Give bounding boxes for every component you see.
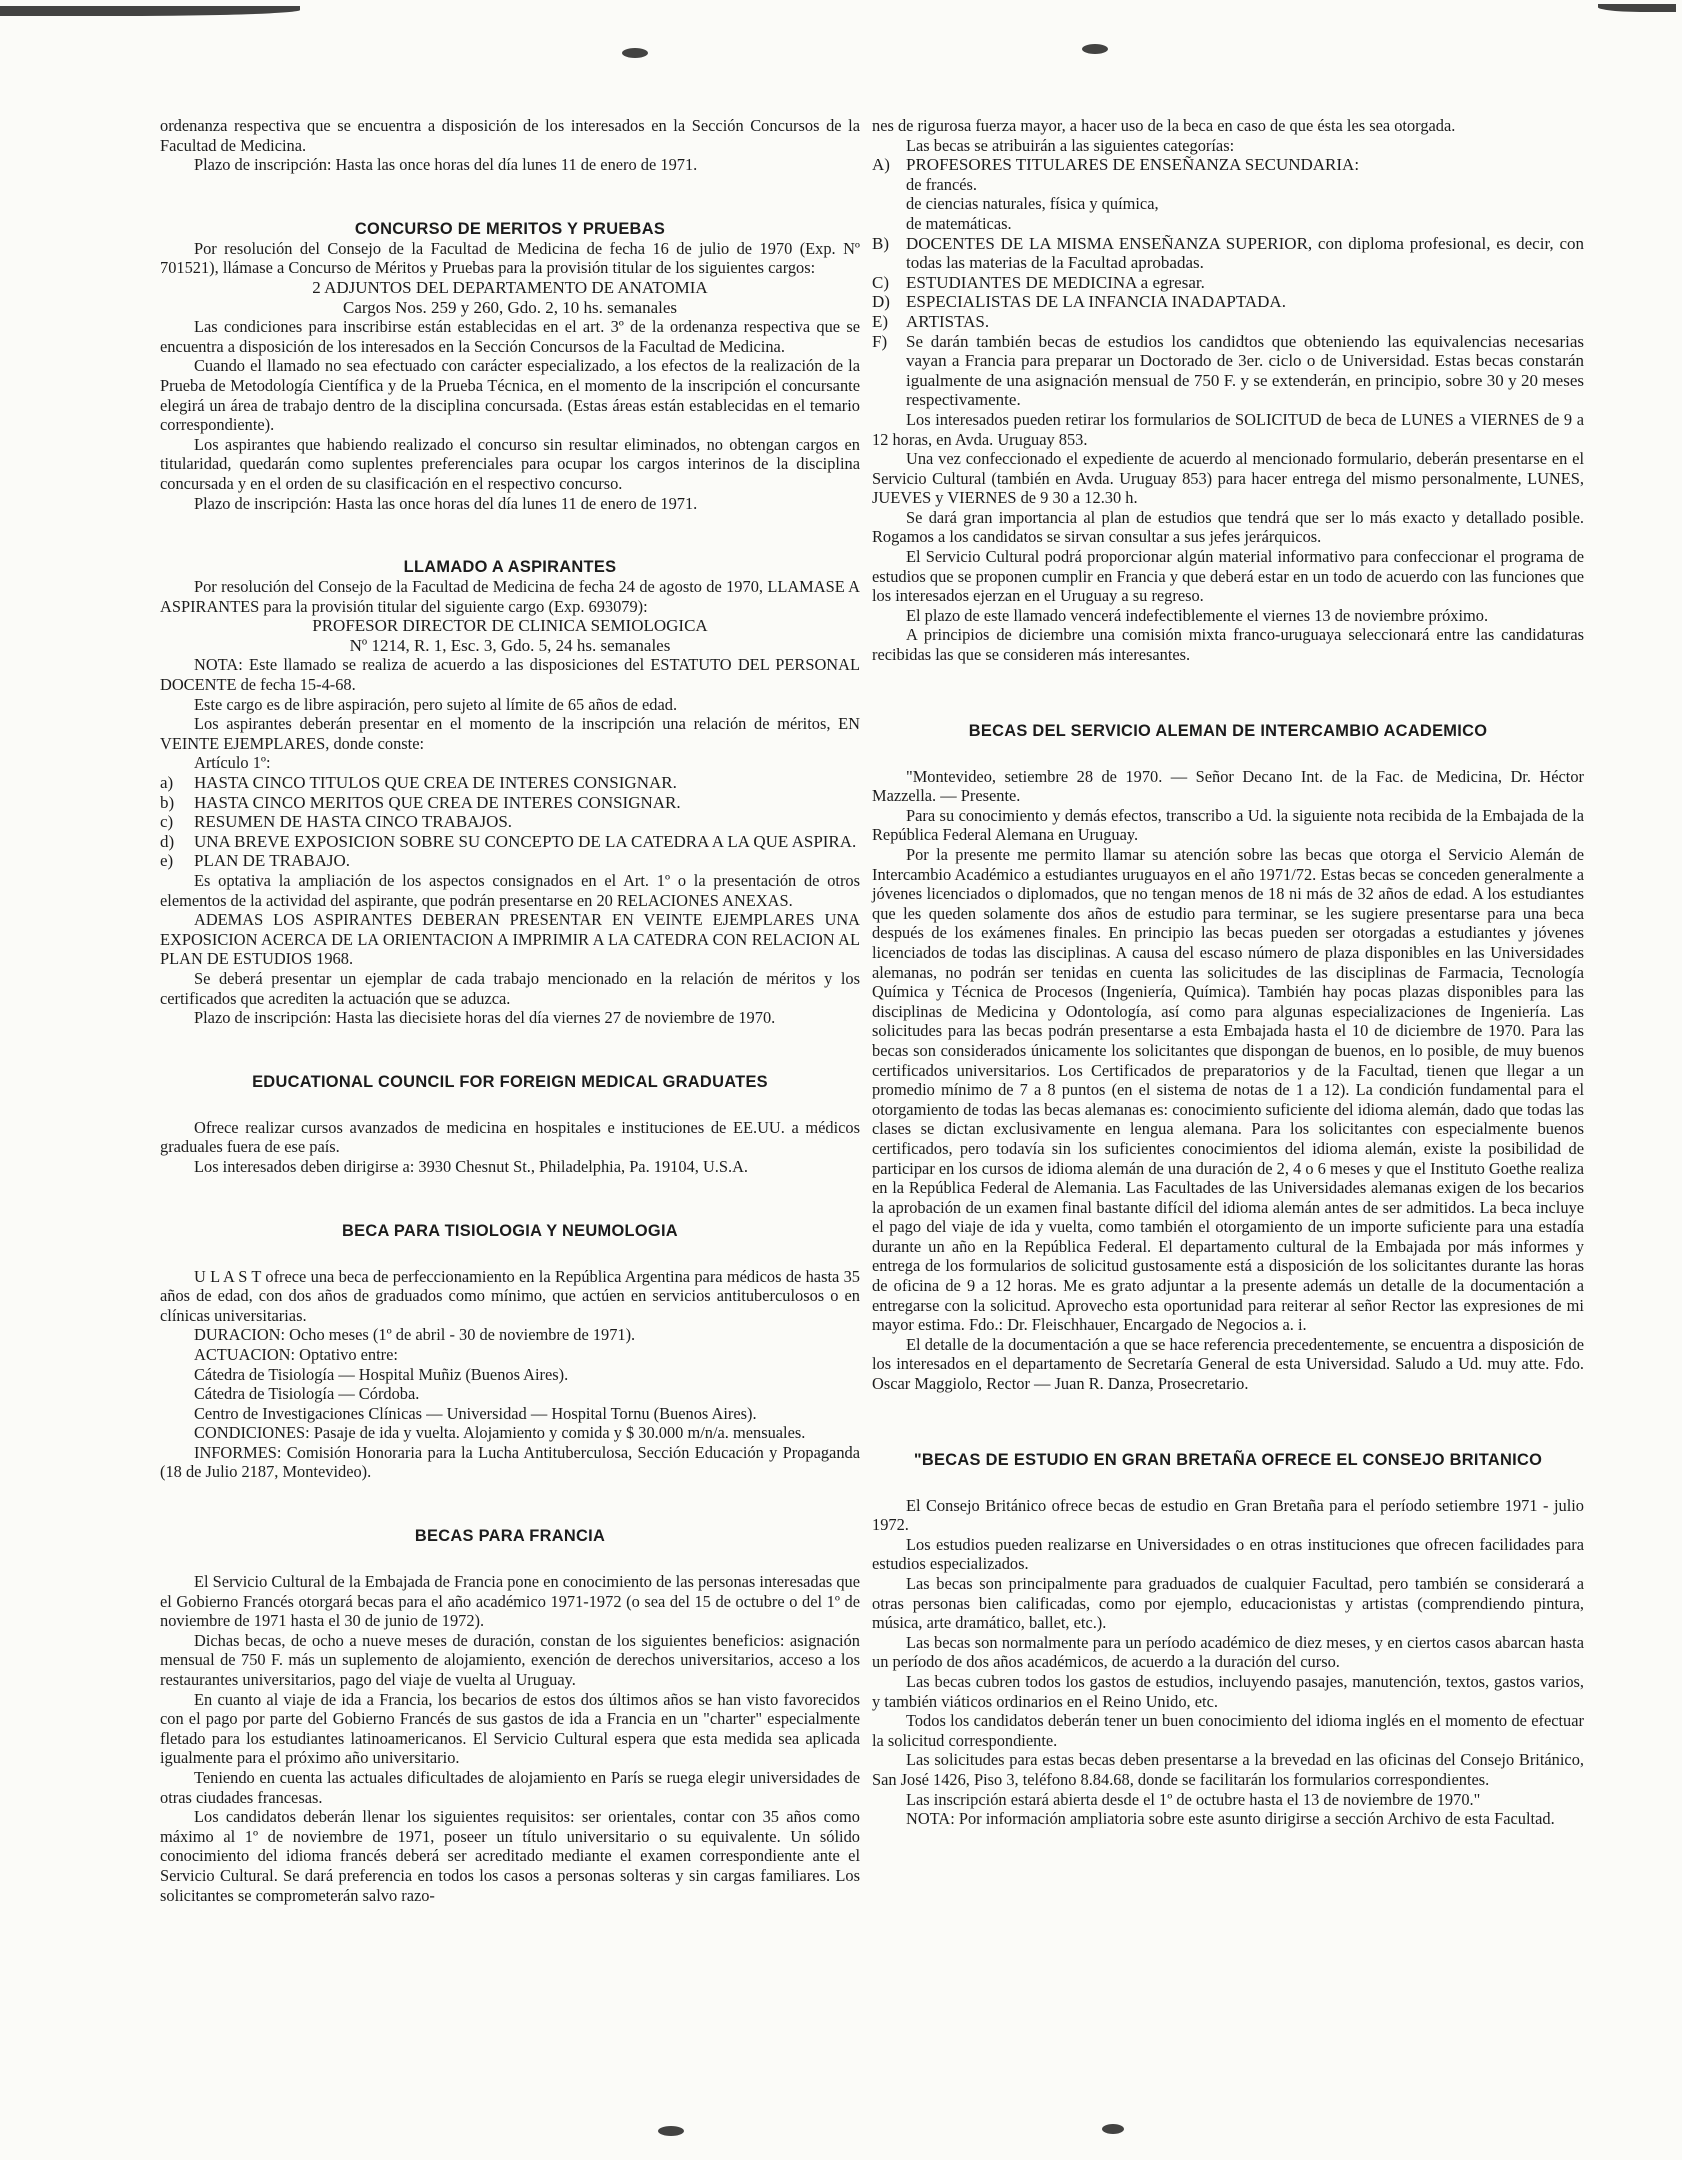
list-item-text: RESUMEN DE HASTA CINCO TRABAJOS.	[194, 812, 513, 832]
list-item	[160, 812, 860, 832]
list-item-marker: c)	[160, 812, 174, 832]
list-item	[872, 332, 1584, 410]
spacer	[160, 1092, 860, 1118]
position-title: Nº 1214, R. 1, Esc. 3, Gdo. 5, 24 hs. semanales	[349, 635, 671, 655]
paragraph: Los aspirantes deberán presentar en el momento de la inscripción una relación de méritos, EN VEINTE EJEMPLARES, donde conste:	[160, 714, 860, 753]
scan-mark-top-center	[622, 48, 648, 58]
paragraph: Artículo 1º:	[194, 753, 271, 773]
paragraph: Las inscripción estará abierta desde el 1º de octubre hasta el 13 de noviembre de 1970."	[906, 1789, 1481, 1809]
paragraph: Las becas son normalmente para un período académico de diez meses, y en ciertos casos abarcan hasta un período de dos años académicos, de acuerdo a la duración del curso.	[872, 1632, 1584, 1672]
position-title: PROFESOR DIRECTOR DE CLINICA SEMIOLOGICA	[312, 616, 708, 636]
list-item-marker: F)	[872, 331, 888, 351]
paragraph: Por resolución del Consejo de la Facultad de Medicina de fecha 24 de agosto de 1970, LLAMASE A ASPIRANTES para la provisión titular del siguiente cargo (Exp. 693079):	[160, 577, 860, 616]
paragraph: A principios de diciembre una comisión mixta franco-uruguaya seleccionará entre las candidaturas recibidas las que se consideren más interesantes.	[872, 625, 1584, 665]
section-heading: EDUCATIONAL COUNCIL FOR FOREIGN MEDICAL GRADUATES	[252, 1072, 768, 1091]
list-item	[160, 773, 860, 793]
paragraph: CONDICIONES: Pasaje de ida y vuelta. Alojamiento y comida y $ 30.000 m/n/a. mensuales.	[194, 1423, 806, 1443]
spacer	[160, 175, 860, 219]
paragraph: Ofrece realizar cursos avanzados de medicina en hospitales e instituciones de EE.UU. a médicos graduales fuera de ese país.	[160, 1117, 860, 1157]
section-heading: CONCURSO DE MERITOS Y PRUEBAS	[354, 219, 666, 238]
list-item-marker: A)	[872, 155, 890, 175]
section-heading: LLAMADO A ASPIRANTES	[403, 558, 617, 577]
spacer	[872, 741, 1584, 767]
paragraph: U L A S T ofrece una beca de perfeccionamiento en la República Argentina para médicos de hasta 35 años de edad, con dos años de graduados como mínimo, que actúen en servicios antituberculosos o en clínicas universitarias.	[160, 1266, 860, 1325]
paragraph: Las becas son principalmente para graduados de cualquier Facultad, pero también se considerará a otras personas bien calificadas, como por ejemplo, educacionistas y artistas (comprendiendo pintura, música, arte dramático, ballet, etc.).	[872, 1574, 1584, 1633]
paragraph: Cuando el llamado no sea efectuado con carácter especializado, a los efectos de la realización de la Prueba de Metodología Científica y de la Prueba Técnica, en el momento de la inscripción el concursante elegirá un área de trabajo dentro de la disciplina concursada. (Estas áreas están establecidas en el temario correspondiente).	[160, 356, 860, 435]
list-item-text: ESTUDIANTES DE MEDICINA a egresar.	[906, 272, 1205, 292]
list-item-text: HASTA CINCO TITULOS QUE CREA DE INTERES CONSIGNAR.	[194, 773, 677, 793]
scan-mark-bottom-center-right	[1102, 2124, 1124, 2134]
paragraph: Los estudios pueden realizarse en Universidades o en otras instituciones que ofrecen facilidades para estudios especializados.	[872, 1534, 1584, 1574]
scan-mark-top-center-right	[1082, 44, 1108, 54]
paragraph: nes de rigurosa fuerza mayor, a hacer uso de la beca en caso de que ésta les sea otorgada.	[872, 116, 1456, 135]
scan-mark-bottom-center	[658, 2126, 684, 2136]
paragraph: Se deberá presentar un ejemplar de cada trabajo mencionado en la relación de méritos y los certificados que acrediten la actuación que se aduzca.	[160, 968, 860, 1008]
spacer	[160, 1177, 860, 1221]
paragraph: "Montevideo, setiembre 28 de 1970. — Señor Decano Int. de la Fac. de Medicina, Dr. Héctor Mazzella. — Presente.	[872, 766, 1584, 806]
list-item-text: PROFESORES TITULARES DE ENSEÑANZA SECUNDARIA:	[906, 155, 1360, 175]
paragraph: El Servicio Cultural podrá proporcionar algún material informativo para confeccionar el programa de estudios que se proponen cumplir en Francia y que deberá estar en un todo de acuerdo con las funciones que los interesados ejerzan en el Uruguay a su regreso.	[872, 547, 1584, 606]
section-heading: BECAS PARA FRANCIA	[414, 1527, 606, 1546]
list-item-marker: a)	[160, 773, 174, 793]
list-item	[160, 851, 860, 871]
paragraph: ACTUACION: Optativo entre:	[194, 1344, 398, 1364]
paragraph: Plazo de inscripción: Hasta las once horas del día lunes 11 de enero de 1971.	[194, 155, 698, 175]
paragraph: Cátedra de Tisiología — Córdoba.	[194, 1384, 420, 1404]
paragraph: El detalle de la documentación a que se hace referencia precedentemente, se encuentra a disposición de los interesados en el departamento de Secretaría General de esta Universidad. Saludo a Ud. muy atte. Fdo. Oscar Maggiolo, Rector — Juan R. Danza, Prosecretario.	[872, 1334, 1584, 1394]
paragraph: Este cargo es de libre aspiración, pero sujeto al límite de 65 años de edad.	[194, 694, 678, 714]
list-item	[872, 273, 1584, 293]
right-column	[872, 116, 1584, 1829]
scan-mark-top-left	[0, 6, 300, 16]
position-title: Cargos Nos. 259 y 260, Gdo. 2, 10 hs. semanales	[343, 297, 677, 317]
left-column	[160, 116, 860, 1905]
paragraph: El plazo de este llamado vencerá indefectiblemente el viernes 13 de noviembre próximo.	[906, 605, 1489, 625]
list-item	[872, 234, 1584, 273]
paragraph: Las becas se atribuirán a las siguientes categorías:	[906, 135, 1235, 155]
paragraph: Los interesados deben dirigirse a: 3930 Chesnut St., Philadelphia, Pa. 19104, U.S.A.	[194, 1156, 749, 1176]
paragraph: Las condiciones para inscribirse están establecidas en el art. 3º de la ordenanza respectiva que se encuentra a disposición de los interesados en la Sección Concursos de la Facultad de Medicina.	[160, 317, 860, 356]
list-subitem: de matemáticas.	[906, 213, 1012, 233]
section-heading: "BECAS DE ESTUDIO EN GRAN BRETAÑA OFRECE EL CONSEJO BRITANICO	[913, 1450, 1543, 1469]
list-item-marker: b)	[160, 792, 175, 812]
paragraph: Por resolución del Consejo de la Facultad de Medicina de fecha 16 de julio de 1970 (Exp. Nº 701521), llámase a Concurso de Méritos y Pruebas para la provisión titular de los siguientes cargos:	[160, 238, 860, 278]
list-item	[872, 312, 1584, 332]
list-item	[160, 832, 860, 852]
paragraph: Es optativa la ampliación de los aspectos consignados en el Art. 1º o la presentación de otros elementos de la actividad del aspirante, que podrán presentarse en 20 RELACIONES ANEXAS.	[160, 871, 860, 910]
list-item	[160, 793, 860, 813]
section-heading: BECA PARA TISIOLOGIA Y NEUMOLOGIA	[342, 1221, 678, 1240]
list-item-text: ARTISTAS.	[906, 311, 990, 331]
list-item	[872, 155, 1584, 175]
paragraph: Los interesados pueden retirar los formularios de SOLICITUD de beca de LUNES a VIERNES de 9 a 12 horas, en Avda. Uruguay 853.	[872, 409, 1584, 449]
spacer	[160, 1482, 860, 1526]
paragraph: Todos los candidatos deberán tener un buen conocimiento del idioma inglés en el momento de efectuar la solicitud correspondiente.	[872, 1711, 1584, 1750]
paragraph: ADEMAS LOS ASPIRANTES DEBERAN PRESENTAR EN VEINTE EJEMPLARES UNA EXPOSICION ACERCA DE LA ORIENTACION A IMPRIMIR A LA CATEDRA CON RELACION AL PLAN DE ESTUDIOS 1968.	[160, 910, 860, 969]
paragraph: Una vez confeccionado el expediente de acuerdo al mencionado formulario, deberán presentarse en el Servicio Cultural (también en Avda. Uruguay 853) para hacer entrega del mismo personalmente, LUNES, JUEVES y VIERNES de 9 30 a 12.30 h.	[872, 449, 1584, 508]
paragraph: El Servicio Cultural de la Embajada de Francia pone en conocimiento de las personas interesadas que el Gobierno Francés otorgará becas para el año académico 1971-1972 (o sea del 15 de octubre o del 1º de noviembre de 1971 hasta el 30 de junio de 1972).	[160, 1572, 860, 1631]
spacer	[160, 1241, 860, 1267]
paragraph: Para su conocimiento y demás efectos, transcribo a Ud. la siguiente nota recibida de la Embajada de la República Federal Alemana en Uruguay.	[872, 805, 1584, 845]
list-item-text: DOCENTES DE LA MISMA ENSEÑANZA SUPERIOR, con diploma profesional, es decir, con todas las materias de la Facultad aprobadas.	[906, 233, 1584, 273]
list-item-marker: B)	[872, 233, 889, 253]
list-item-text: PLAN DE TRABAJO.	[194, 851, 351, 871]
list-subitem: de ciencias naturales, física y química,	[906, 194, 1159, 214]
section-heading: BECAS DEL SERVICIO ALEMAN DE INTERCAMBIO ACADEMICO	[968, 721, 1488, 740]
paragraph: Plazo de inscripción: Hasta las once horas del día lunes 11 de enero de 1971.	[194, 493, 698, 513]
paragraph: Las becas cubren todos los gastos de estudios, incluyendo pasajes, manutención, textos, gastos varios, y también viáticos ordinarios en el Reino Unido, etc.	[872, 1671, 1584, 1711]
paragraph: Centro de Investigaciones Clínicas — Universidad — Hospital Tornu (Buenos Aires).	[194, 1403, 757, 1423]
list-item-text: HASTA CINCO MERITOS QUE CREA DE INTERES CONSIGNAR.	[194, 792, 681, 812]
paragraph: Los aspirantes que habiendo realizado el concurso sin resultar eliminados, no obtengan cargos en titularidad, quedarán como suplentes preferenciales para ocupar los cargos interinos de la disciplina concursada y en el orden de su clasificación en el respectivo concurso.	[160, 434, 860, 493]
list-item-text: UNA BREVE EXPOSICION SOBRE SU CONCEPTO DE LA CATEDRA A LA QUE ASPIRA.	[194, 831, 857, 851]
paragraph: Los candidatos deberán llenar los siguientes requisitos: ser orientales, contar con 35 años como máximo al 1º de noviembre de 1971, poseer un título universitario o su equivalente. Un sólido conocimiento del idioma francés deberá ser acreditado mediante el examen correspondiente ante el Servicio Cultural. Se dará preferencia en todos los casos a personas solteras y sin cargas familiares. Los solicitantes se comprometerán salvo razo-	[160, 1807, 860, 1905]
position-title: 2 ADJUNTOS DEL DEPARTAMENTO DE ANATOMIA	[312, 277, 708, 297]
paragraph: NOTA: Por información ampliatoria sobre este asunto dirigirse a sección Archivo de esta Facultad.	[906, 1809, 1555, 1829]
paragraph: Se dará gran importancia al plan de estudios que tendrá que ser lo más exacto y detallado posible. Rogamos a los candidatos se sirvan consultar a sus jefes jerárquicos.	[872, 507, 1584, 547]
paragraph: Cátedra de Tisiología — Hospital Muñiz (Buenos Aires).	[194, 1364, 569, 1384]
list-item-marker: E)	[872, 311, 889, 331]
paragraph: Las solicitudes para estas becas deben presentarse a la brevedad en las oficinas del Consejo Británico, San José 1426, Piso 3, teléfono 8.84.68, donde se facilitarán los formularios correspondientes.	[872, 1750, 1584, 1789]
paragraph: Plazo de inscripción: Hasta las diecisiete horas del día viernes 27 de noviembre de 1970.	[194, 1008, 776, 1028]
paragraph: DURACION: Ocho meses (1º de abril - 30 de noviembre de 1971).	[194, 1325, 636, 1345]
scan-mark-top-right	[1598, 4, 1676, 12]
list-item-marker: C)	[872, 272, 889, 292]
list-item-text: ESPECIALISTAS DE LA INFANCIA INADAPTADA.	[906, 292, 1286, 312]
paragraph: NOTA: Este llamado se realiza de acuerdo a las disposiciones del ESTATUTO DEL PERSONAL DOCENTE de fecha 15-4-68.	[160, 655, 860, 695]
spacer	[872, 1470, 1584, 1496]
spacer	[872, 665, 1584, 721]
paragraph: Por la presente me permito llamar su atención sobre las becas que otorga el Servicio Alemán de Intercambio Académico a estudiantes uruguayos en el año 1971/72. Estas becas se conceden generalmente a jóvenes licenciados o diplomados, que no tengan menos de 18 ni más de 32 años de edad. A los estudiantes que les queden solamente dos años de estudio para terminar, se les sugiere presentarse para una beca después de los exámenes finales. En principio las becas pueden ser otorgadas a estudiantes y jóvenes licenciados de todas las disciplinas. A causa del escaso número de plaza disponibles en las Universidades alemanas, no podrán ser tenidas en cuenta las solicitudes de las disciplinas de Farmacia, Tecnología Química y Técnica de Procesos (Ingeniería, Química). También hay pocas plazas disponibles para las disciplinas de Medicina y Odontología, así como para algunas especializaciones de Ingeniería. Las solicitudes para las becas podrán presentarse a esta Embajada hasta el 10 de diciembre de 1970. Para las becas son considerados únicamente los solicitantes que dispongan de buenos, en lo posible, de muy buenos certificados universitarios. Los Certificados de preparatorios y de la Facultad, tienen que llegar a un promedio mínimo de 7 a 8 puntos (en el sistema de notas de 1 a 12). La condición fundamental para el otorgamiento de todas las becas alemanas es: conocimiento suficiente del idioma alemán, dado que todas las clases se dictan exclusivamente en lengua alemana. Para los solicitantes con especialmente buenos certificados, pero todavía sin los suficientes conocimientos del idioma alemán, existe la posibilidad de participar en los cursos de idioma alemán de una duración de 2, 4 o 6 meses y que el Instituto Goethe realiza en la República Federal de Alemania. Las Facultades de las Universidades alemanas exigen de los becarios la aprobación de un examen final bastante difícil del idioma alemán antes de ser admitidos. La beca incluye el pago del viaje de ida y vuelta, como también el otorgamiento de un importe suficiente para una estadía durante un año en la República Federal. El departamento cultural de la Embajada por más informes y entrega de los formularios de solicitud gustosamente está a disposición de los solicitantes durante las horas de oficina de 9 a 12 horas. Me es grato adjuntar a la presente además un detalle de la documentación a entregarse con la solicitud. Aprovecho esta oportunidad para reiterar al señor Rector las expresiones de mi mayor estima. Fdo.: Dr. Fleischhauer, Encargado de Negocios a. i.	[872, 845, 1584, 1335]
spacer	[160, 1546, 860, 1572]
spacer	[872, 1394, 1584, 1450]
list-item	[872, 292, 1584, 312]
paragraph: ordenanza respectiva que se encuentra a disposición de los interesados en la Sección Concursos de la Facultad de Medicina.	[160, 116, 860, 155]
list-item-marker: e)	[160, 851, 174, 871]
list-item-marker: d)	[160, 831, 175, 851]
paragraph: En cuanto al viaje de ida a Francia, los becarios de estos dos últimos años se han visto favorecidos con el pago por parte del Gobierno Francés de sus gastos de ida a Francia en un "charter" especialmente fletado para los estudiantes latinoamericanos. El Servicio Cultural espera que esta medida sea aplicada igualmente para el próximo año universitario.	[160, 1689, 860, 1768]
paragraph: El Consejo Británico ofrece becas de estudio en Gran Bretaña para el período setiembre 1971 - julio 1972.	[872, 1495, 1584, 1535]
paragraph: Dichas becas, de ocho a nueve meses de duración, constan de los siguientes beneficios: asignación mensual de 750 F. más un suplemento de alojamiento, exención de derechos universitarios, acceso a los restaurantes universitarios, pago del viaje de vuelta al Uruguay.	[160, 1630, 860, 1690]
spacer	[160, 513, 860, 557]
paragraph: INFORMES: Comisión Honoraria para la Lucha Antituberculosa, Sección Educación y Propaganda (18 de Julio 2187, Montevideo).	[160, 1442, 860, 1482]
list-item-text: Se darán también becas de estudios los candidtos que obteniendo las equivalencias necesarias vayan a Francia para preparar un Doctorado de 3er. ciclo o de Universidad. Estas becas constarán igualmente de una asignación mensual de 750 F. y se extenderán, en principio, sobre 30 y 20 meses respectivamente.	[906, 331, 1584, 410]
list-subitem: de francés.	[906, 174, 977, 194]
list-item-marker: D)	[872, 292, 890, 312]
paragraph: Teniendo en cuenta las actuales dificultades de alojamiento en París se ruega elegir universidades de otras ciudades francesas.	[160, 1768, 860, 1807]
spacer	[160, 1028, 860, 1072]
